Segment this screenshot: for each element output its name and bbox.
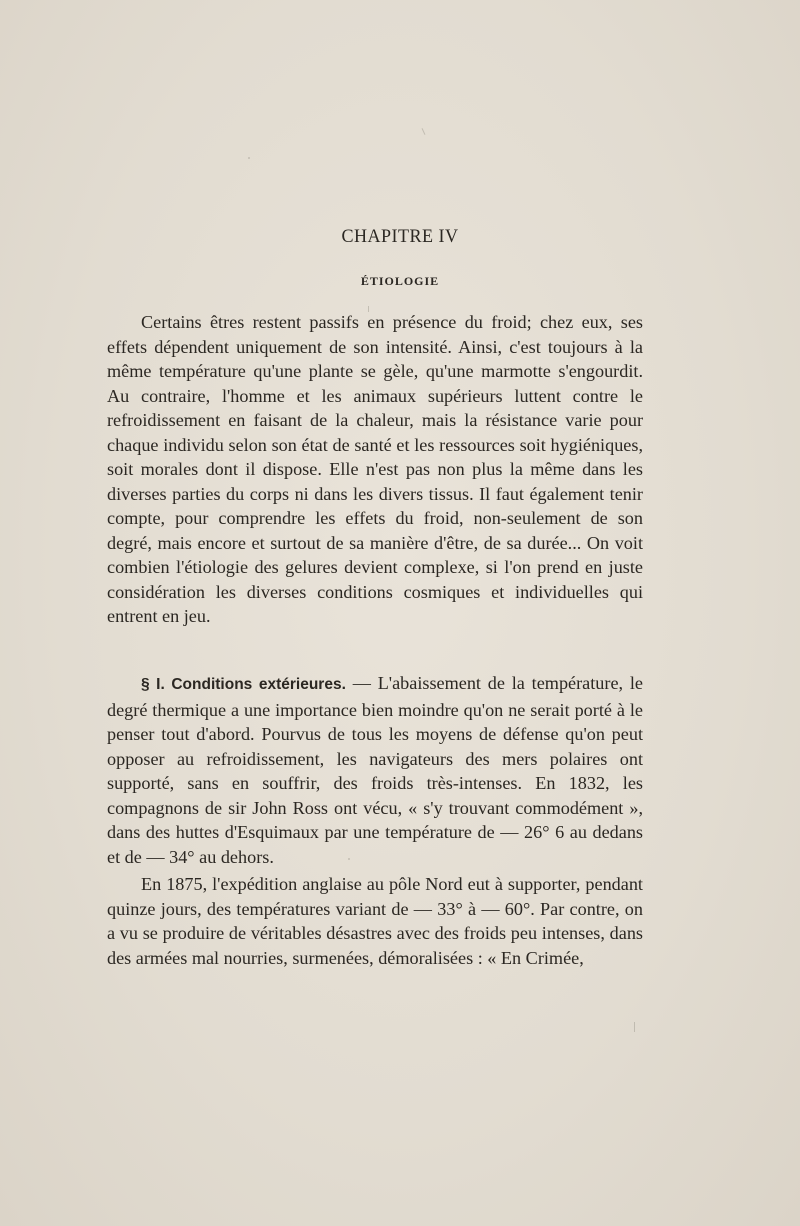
paragraph-text: En 1875, l'expédition anglaise au pôle Nord eut à supporter, pendant quinze jours, des températures variant de — 33° à — 60°. Par contre, on a vu se produire de véritables désastres avec des froids peu intenses, dans des armées mal nourries, surmenées, démoralisées : « En Crimée, — [107, 874, 643, 968]
paragraph-1875-expedition — [107, 872, 643, 970]
chapter-subtitle: ÉTIOLOGIE — [360, 274, 440, 288]
paper-speck — [634, 1022, 635, 1032]
paragraph-external-conditions — [107, 671, 643, 869]
paragraph-body: — L'abaissement de la température, le degré thermique a une importance bien moindre qu'on ne serait porté à le penser tout d'abord. Pourvus de tous les moyens de défense qu'on peut opposer au refroidissement, les navigateurs des mers polaires ont supporté, sans en souffrir, des froids très-intenses. En 1832, les compagnons de sir John Ross ont vécu, « s'y trouvant commodément », dans des huttes d'Esquimaux par une température de — 26° 6 au dedans et de — 34° au dehors. — [107, 673, 643, 867]
paper-speck — [422, 128, 426, 135]
paragraph-text — [107, 671, 643, 869]
section-label: § I. Conditions extérieures. — [141, 676, 346, 693]
paragraph-intro — [107, 310, 643, 629]
chapter-title: CHAPITRE IV — [341, 226, 459, 247]
paper-speck — [248, 157, 250, 159]
paragraph-text: Certains êtres restent passifs en présence du froid; chez eux, ses effets dépendent uniquement de son intensité. Ainsi, c'est toujours à la même température qu'une plante se gèle, qu'une marmotte s'engourdit. Au contraire, l'homme et les animaux supérieurs luttent contre le refroidissement en faisant de la chaleur, mais la résistance varie pour chaque individu selon son état de santé et les ressources soit hygiéniques, soit morales dont il dispose. Elle n'est pas non plus la même dans les diverses parties du corps ni dans les divers tissus. Il faut également tenir compte, pour comprendre les effets du froid, non-seulement de son degré, mais encore et surtout de sa manière d'être, de sa durée... On voit combien l'étiologie des gelures devient complexe, si l'on prend en juste considération les diverses conditions cosmiques et individuelles qui entrent en jeu. — [107, 312, 643, 626]
